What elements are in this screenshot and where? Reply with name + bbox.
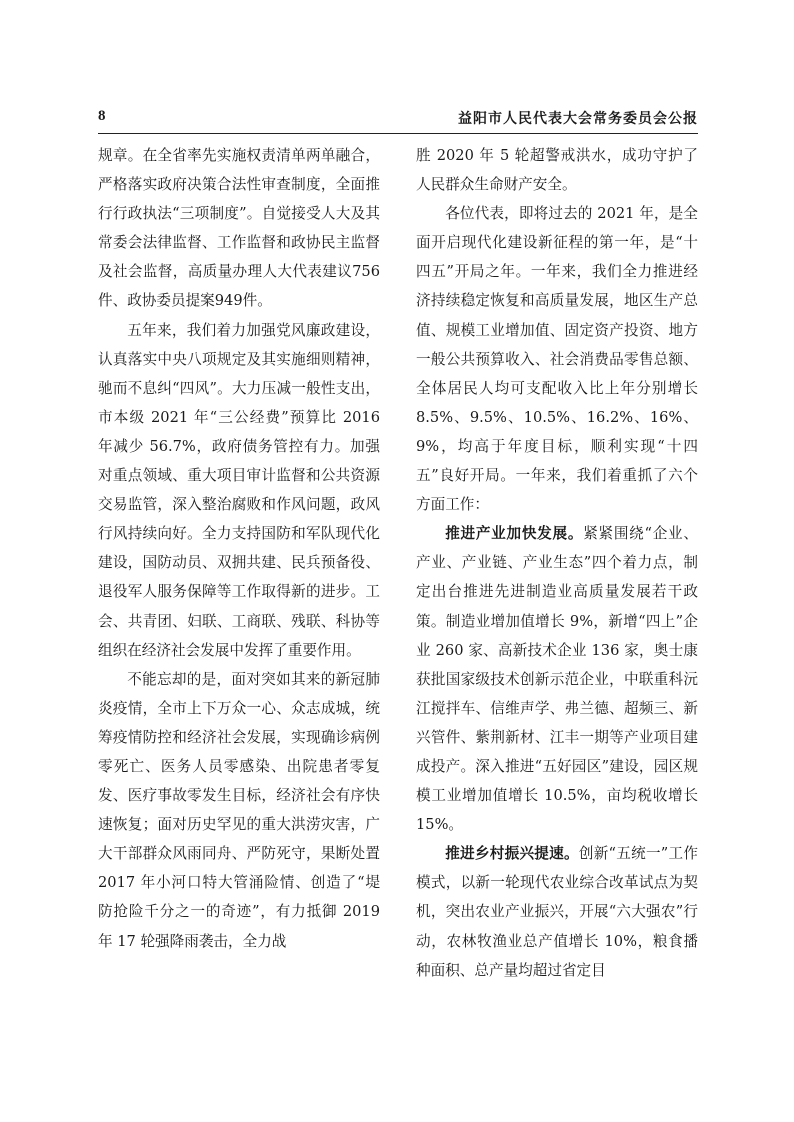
paragraph: 规章。在全省率先实施权责清单两单融合，严格落实政府决策合法性审查制度，全面推行行政执法“三项制度”。自觉接受人大及其常委会法律监督、工作监督和政协民主监督及社会监督，高质量办理人大代表建议756件、政协委员提案949件。 [98, 147, 380, 310]
paragraph-text: 紧紧围绕“企业、产业、产业链、产业生态”四个着力点，制定出台推进先进制造业高质量发展若干政策。制造业增加值增长 9%，新增“四上”企业 260 家、高新技术企业 136 家，奥士康获批国家级技术创新示范企业，中联重科沅江搅拌车、信维声学、弗兰德、超频三、新兴管件、紫荆新材、江丰一期等产业项目建成投产。深入推进“五好园区”建设，园区规模工业增加值增长 10.5%，亩均税收增长 15%。 [416, 525, 698, 834]
journal-title: 益阳市人民代表大会常务委员会公报 [458, 111, 698, 127]
paragraph: 五年来，我们着力加强党风廉政建设，认真落实中央八项规定及其实施细则精神，驰而不息纠“四风”。大力压减一般性支出，市本级 2021 年“三公经费”预算比 2016 年减少 56.7%，政府债务管控有力。加强对重点领域、重大项目审计监督和公共资源交易监管，深入整治腐败和作风问题，政风行风持续向好。全力支持国防和军队现代化建设，国防动员、双拥共建、民兵预备役、退役军人服务保障等工作取得新的进步。工会、共青团、妇联、工商联、残联、科协等组织在经济社会发展中发挥了重要作用。 [98, 321, 380, 659]
section-heading: 推进产业加快发展。 [445, 525, 584, 543]
page-number: 8 [98, 108, 106, 124]
paragraph: 不能忘却的是，面对突如其来的新冠肺炎疫情，全市上下万众一心、众志成城，统筹疫情防控和经济社会发展，实现确诊病例零死亡、医务人员零感染、出院患者零复发、医疗事故零发生目标，经济社会有序快速恢复；面对历史罕见的重大洪涝灾害，广大干部群众风雨同舟、严防死守，果断处置 2017 年小河口特大管涌险情、创造了“堤防抢险千分之一的奇迹”，有力抵御 2019 年 17 轮强降雨袭击，全力战 [98, 670, 380, 950]
paragraph [416, 839, 698, 984]
left-column [98, 141, 380, 956]
paragraph: 各位代表，即将过去的 2021 年，是全面开启现代化建设新征程的第一年，是“十四五”开局之年。一年来，我们全力推进经济持续稳定恢复和高质量发展，地区生产总值、规模工业增加值、固定资产投资、地方一般公共预算收入、社会消费品零售总额、全体居民人均可支配收入比上年分别增长 8.5%、9.5%、10.5%、16.2%、16%、9%，均高于年度目标，顺利实现“十四五”良好开局。一年来，我们着重抓了六个方面工作： [416, 205, 698, 514]
section-heading: 推进乡村振兴提速。 [445, 845, 579, 863]
paragraph: 胜 2020 年 5 轮超警戒洪水，成功守护了人民群众生命财产安全。 [416, 147, 698, 194]
paragraph [416, 519, 698, 839]
right-column [416, 141, 698, 985]
paragraph-text: 创新“五统一”工作模式，以新一轮现代农业综合改革试点为契机，突出农业产业振兴，开展“六大强农”行动，农林牧渔业总产值增长 10%，粮食播种面积、总产量均超过省定目 [416, 845, 698, 979]
page-header [98, 108, 698, 130]
header-rule [98, 133, 698, 134]
